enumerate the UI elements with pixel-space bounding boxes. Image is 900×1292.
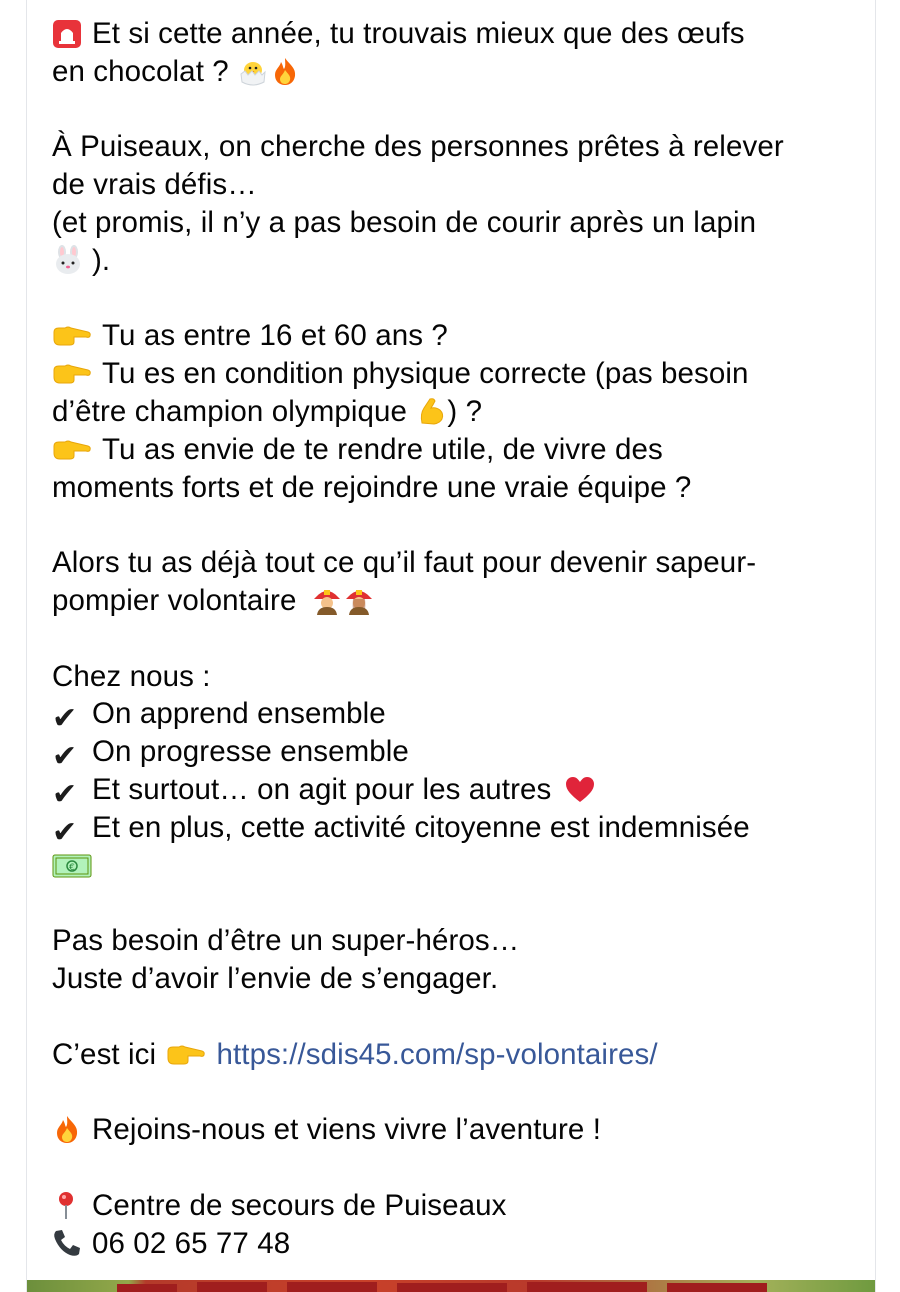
- euro-banknote-icon: [52, 852, 92, 882]
- red-heart-icon: [564, 776, 596, 806]
- location-text: Centre de secours de Puiseaux: [92, 1188, 507, 1222]
- post-line: [52, 317, 852, 355]
- question-fitness-end: ) ?: [447, 394, 483, 428]
- intro-line-2: en chocolat ?: [52, 54, 229, 88]
- check-mark-icon: ✔: [52, 739, 78, 775]
- post-body: [52, 15, 852, 1262]
- post-line: [52, 1225, 852, 1263]
- post-line: [52, 166, 852, 204]
- post-line: [52, 544, 852, 582]
- rotating-light-icon: [52, 19, 82, 49]
- conclusion-line-2: pompier volontaire: [52, 583, 297, 617]
- pointing-right-icon: [52, 362, 92, 386]
- fire-icon: [52, 1114, 92, 1144]
- spacer: [52, 884, 852, 922]
- question-motivation-line-1: Tu as envie de te rendre utile, de vivre des: [102, 432, 663, 466]
- post-line: [52, 469, 852, 507]
- poster-title-fragment: [117, 1276, 817, 1292]
- question-fitness-line-2: d’être champion olympique: [52, 394, 408, 428]
- pointing-right-icon: [52, 438, 92, 462]
- conclusion-line-1: Alors tu as déjà tout ce qu’il faut pour devenir sapeur-: [52, 546, 757, 580]
- post-line: [52, 695, 852, 737]
- post-line: [52, 733, 852, 775]
- post-line: [52, 204, 852, 242]
- phone-number[interactable]: 06 02 65 77 48: [92, 1226, 291, 1260]
- post-line: [52, 809, 852, 850]
- post-line: [52, 582, 852, 620]
- post-line: [52, 771, 852, 812]
- spacer: [52, 998, 852, 1036]
- hero-line-2: Juste d’avoir l’envie de s’engager.: [52, 961, 499, 995]
- flexed-biceps-icon: [415, 396, 447, 426]
- spacer: [52, 91, 852, 129]
- benefit-learn: On apprend ensemble: [92, 697, 386, 731]
- check-mark-icon: ✔: [52, 814, 78, 850]
- post-line: [52, 53, 852, 91]
- post-line: [52, 1187, 852, 1225]
- post-line: [52, 242, 852, 280]
- chez-nous-heading: Chez nous :: [52, 659, 211, 693]
- spacer: [52, 506, 852, 544]
- pointing-right-icon: [52, 324, 92, 348]
- hero-line-1: Pas besoin d’être un super-héros…: [52, 924, 520, 958]
- round-pushpin-icon: [52, 1190, 92, 1220]
- benefit-paid: Et en plus, cette activité citoyenne est indemnisée: [92, 810, 750, 844]
- post-line: [52, 128, 852, 166]
- telephone-receiver-icon: [52, 1228, 92, 1258]
- question-fitness-line-1: Tu es en condition physique correcte (pas besoin: [102, 357, 749, 391]
- facebook-post-card: [26, 0, 876, 1292]
- benefit-progress: On progresse ensemble: [92, 735, 409, 769]
- spacer: [52, 1149, 852, 1187]
- spacer: [52, 620, 852, 658]
- post-line: [52, 393, 852, 431]
- rabbit-face-icon: [52, 245, 92, 275]
- check-mark-icon: ✔: [52, 776, 78, 812]
- post-line: [52, 658, 852, 696]
- post-line: [52, 355, 852, 393]
- para2-line-2: de vrais défis…: [52, 168, 257, 202]
- spacer: [52, 1073, 852, 1111]
- post-line: [52, 1111, 852, 1149]
- cta-prefix: C’est ici: [52, 1037, 157, 1071]
- firefighter-icon: [343, 585, 375, 615]
- post-line: [52, 847, 852, 885]
- post-line: [52, 431, 852, 469]
- para2-line-4: ).: [92, 243, 111, 277]
- volunteer-signup-link[interactable]: https://sdis45.com/sp-volontaires/: [216, 1037, 658, 1071]
- svg-text:€: €: [69, 862, 75, 873]
- post-line: [52, 15, 852, 53]
- benefit-help-others: Et surtout… on agit pour les autres: [92, 772, 552, 806]
- hatching-chick-icon: [237, 58, 269, 88]
- fire-icon: [269, 56, 301, 86]
- para2-line-3: (et promis, il n’y a pas besoin de courir après un lapin: [52, 205, 757, 239]
- join-text: Rejoins-nous et viens vivre l’aventure !: [92, 1113, 602, 1147]
- spacer: [52, 280, 852, 318]
- pointing-right-icon: [166, 1043, 206, 1067]
- check-mark-icon: ✔: [52, 701, 78, 737]
- firefighter-icon: [311, 585, 343, 615]
- question-age: Tu as entre 16 et 60 ans ?: [102, 319, 448, 353]
- post-line: [52, 922, 852, 960]
- post-line: [52, 960, 852, 998]
- intro-line-1: Et si cette année, tu trouvais mieux que des œufs: [92, 17, 745, 50]
- para2-line-1: À Puiseaux, on cherche des personnes prêtes à relever: [52, 130, 784, 164]
- question-motivation-line-2: moments forts et de rejoindre une vraie équipe ?: [52, 470, 692, 504]
- post-line: [52, 1036, 852, 1074]
